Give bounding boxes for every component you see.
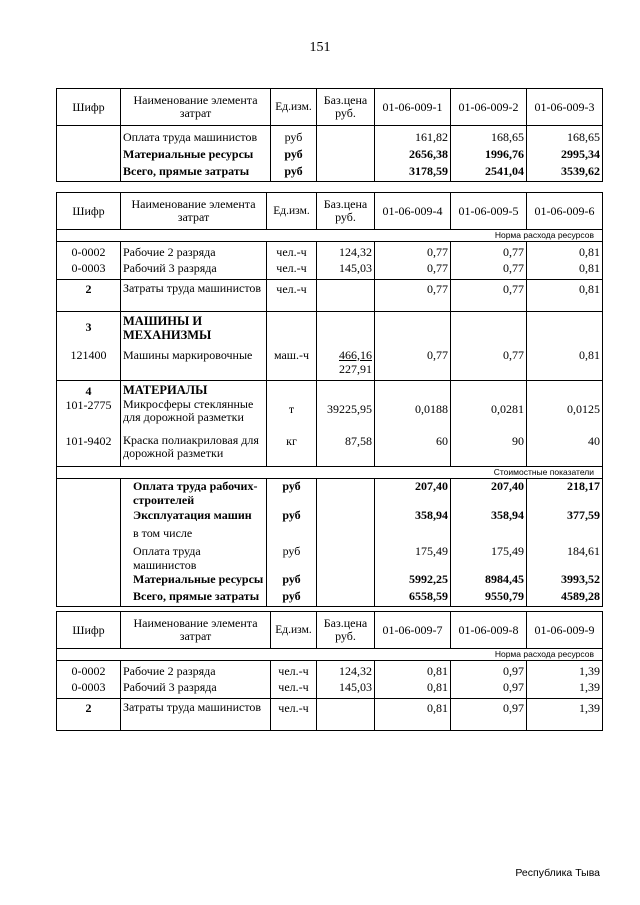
row-value: 0,81 (527, 261, 603, 280)
table-row (57, 699, 603, 731)
row-price-secondary: 227,91 (339, 361, 372, 376)
header-col-3: 01-06-009-6 (527, 193, 603, 230)
cost-unit: руб (267, 544, 317, 572)
row-price: 124,32 (317, 661, 375, 680)
cost-table-3 (56, 611, 603, 731)
row-name: Материальные ресурсы (121, 147, 271, 164)
row-unit: маш.-ч (267, 348, 317, 381)
row-value: 0,77 (451, 261, 527, 280)
row-name: Рабочие 2 разряда (121, 661, 271, 680)
row-unit: кг (267, 434, 317, 466)
header-name: Наименование элемента затрат (121, 612, 271, 649)
norm-label: Норма расхода ресурсов (57, 230, 603, 242)
cost-value: 4589,28 (527, 589, 603, 606)
cost-table-1 (56, 88, 603, 182)
row-value: 0,77 (375, 261, 451, 280)
row-unit: руб (271, 147, 317, 164)
cost-label: Стоимостные показатели (57, 466, 603, 478)
row-value: 0,81 (375, 699, 451, 731)
header-price: Баз.цена руб. (317, 89, 375, 126)
table-row (57, 680, 603, 699)
row-value: 40 (527, 434, 603, 466)
row-value: 90 (451, 434, 527, 466)
cost-row (57, 589, 603, 606)
row-unit: руб (271, 164, 317, 181)
row-code: 0-0002 (57, 242, 121, 261)
cost-value: 207,40 (451, 478, 527, 508)
row-name: Краска полиакриловая для дорожной разметки (121, 434, 267, 466)
row-name: Затраты труда машинистов (121, 280, 267, 312)
cost-unit: руб (267, 508, 317, 526)
row-unit: чел.-ч (267, 280, 317, 312)
header-col-3: 01-06-009-3 (527, 89, 603, 126)
cost-value: 358,94 (451, 508, 527, 526)
table-header-row (57, 89, 603, 126)
cost-value: 358,94 (375, 508, 451, 526)
table-row (57, 434, 603, 466)
table-row (57, 661, 603, 680)
table-row (57, 261, 603, 280)
header-col-2: 01-06-009-8 (451, 612, 527, 649)
table-header-row (57, 612, 603, 649)
row-price (317, 348, 375, 381)
row-value: 168,65 (527, 130, 603, 147)
cost-value: 184,61 (527, 544, 603, 572)
page-number: 151 (309, 40, 331, 55)
row-value: 0,77 (375, 348, 451, 381)
header-unit: Ед.изм. (271, 612, 317, 649)
cost-value: 3993,52 (527, 572, 603, 589)
row-value: 3539,62 (527, 164, 603, 181)
row-code: 121400 (57, 348, 121, 381)
row-unit: руб (271, 130, 317, 147)
header-code: Шифр (57, 193, 121, 230)
row-price: 145,03 (317, 680, 375, 699)
table-row (57, 398, 603, 434)
row-value: 1,39 (527, 661, 603, 680)
row-unit: чел.-ч (271, 661, 317, 680)
row-name: Оплата труда машинистов (121, 130, 271, 147)
section-title: МАТЕРИАЛЫ (121, 381, 267, 399)
row-name: Рабочий 3 разряда (121, 680, 271, 699)
row-value: 0,0125 (527, 398, 603, 434)
row-name: Микросферы стеклянные для дорожной разметки (121, 398, 267, 434)
table-row (57, 242, 603, 261)
row-code: 0-0002 (57, 661, 121, 680)
table-row (57, 164, 603, 181)
row-value: 0,97 (451, 699, 527, 731)
row-value: 161,82 (375, 130, 451, 147)
row-value: 0,77 (375, 280, 451, 312)
header-col-1: 01-06-009-7 (375, 612, 451, 649)
header-name: Наименование элемента затрат (121, 193, 267, 230)
cost-name: Оплата труда рабочих-строителей (121, 478, 267, 508)
row-name: Рабочие 2 разряда (121, 242, 267, 261)
row-value: 0,81 (375, 680, 451, 699)
section-code: 4 (57, 381, 121, 399)
cost-value: 175,49 (375, 544, 451, 572)
row-price: 39225,95 (317, 398, 375, 434)
row-value: 0,97 (451, 661, 527, 680)
cost-row (57, 478, 603, 508)
table-row (57, 348, 603, 381)
cost-table-2 (56, 192, 603, 607)
cost-name: Эксплуатация машин (121, 508, 267, 526)
row-value: 2995,34 (527, 147, 603, 164)
row-value: 0,0188 (375, 398, 451, 434)
table-row (57, 147, 603, 164)
row-value: 0,77 (451, 280, 527, 312)
header-col-2: 01-06-009-2 (451, 89, 527, 126)
row-unit: чел.-ч (267, 242, 317, 261)
row-code: 0-0003 (57, 680, 121, 699)
table-row (57, 130, 603, 147)
cost-unit: руб (267, 589, 317, 606)
cost-value: 6558,59 (375, 589, 451, 606)
section-row (57, 381, 603, 399)
row-value: 1996,76 (451, 147, 527, 164)
row-value: 0,81 (527, 348, 603, 381)
norm-label-row (57, 230, 603, 242)
row-value: 168,65 (451, 130, 527, 147)
row-code: 2 (57, 280, 121, 312)
norm-label-row (57, 649, 603, 661)
row-value: 0,77 (375, 242, 451, 261)
header-col-3: 01-06-009-9 (527, 612, 603, 649)
header-name: Наименование элемента затрат (121, 89, 271, 126)
cost-unit: руб (267, 478, 317, 508)
header-col-2: 01-06-009-5 (451, 193, 527, 230)
row-code: 2 (57, 699, 121, 731)
header-col-1: 01-06-009-4 (375, 193, 451, 230)
row-value: 0,77 (451, 242, 527, 261)
section-code: 3 (57, 312, 121, 348)
row-value: 0,81 (527, 242, 603, 261)
row-unit: чел.-ч (267, 261, 317, 280)
cost-name: в том числе (121, 526, 267, 544)
cost-row (57, 544, 603, 572)
header-code: Шифр (57, 89, 121, 126)
header-unit: Ед.изм. (271, 89, 317, 126)
row-value: 3178,59 (375, 164, 451, 181)
table-header-row (57, 193, 603, 230)
row-price: 87,58 (317, 434, 375, 466)
cost-value: 8984,45 (451, 572, 527, 589)
row-unit: чел.-ч (271, 680, 317, 699)
cost-name: Оплата труда машинистов (121, 544, 267, 572)
row-value: 2656,38 (375, 147, 451, 164)
header-price: Баз.цена руб. (317, 612, 375, 649)
cost-row (57, 508, 603, 526)
row-code: 101-2775 (57, 398, 121, 434)
cost-value: 175,49 (451, 544, 527, 572)
row-price: 145,03 (317, 261, 375, 280)
row-name: Машины маркировочные (121, 348, 267, 381)
row-value: 2541,04 (451, 164, 527, 181)
cost-value: 207,40 (375, 478, 451, 508)
header-price: Баз.цена руб. (317, 193, 375, 230)
row-unit: чел.-ч (271, 699, 317, 731)
norm-label: Норма расхода ресурсов (57, 649, 603, 661)
row-value: 0,81 (375, 661, 451, 680)
footer-region: Республика Тыва (515, 867, 600, 879)
row-value: 1,39 (527, 699, 603, 731)
row-unit: т (267, 398, 317, 434)
row-value: 0,0281 (451, 398, 527, 434)
cost-value: 377,59 (527, 508, 603, 526)
cost-value: 5992,25 (375, 572, 451, 589)
cost-name: Всего, прямые затраты (121, 589, 267, 606)
cost-label-row (57, 466, 603, 478)
row-value: 60 (375, 434, 451, 466)
header-code: Шифр (57, 612, 121, 649)
table-row (57, 280, 603, 312)
row-name: Затраты труда машинистов (121, 699, 271, 731)
row-code: 0-0003 (57, 261, 121, 280)
header-unit: Ед.изм. (267, 193, 317, 230)
section-row (57, 312, 603, 348)
row-value: 0,77 (451, 348, 527, 381)
row-name: Рабочий 3 разряда (121, 261, 267, 280)
cost-name: Материальные ресурсы (121, 572, 267, 589)
row-price: 124,32 (317, 242, 375, 261)
row-value: 0,97 (451, 680, 527, 699)
cost-value: 218,17 (527, 478, 603, 508)
cost-value: 9550,79 (451, 589, 527, 606)
section-title: МАШИНЫ И МЕХАНИЗМЫ (121, 312, 267, 348)
cost-row (57, 572, 603, 589)
row-code: 101-9402 (57, 434, 121, 466)
row-value: 0,81 (527, 280, 603, 312)
cost-unit: руб (267, 572, 317, 589)
row-value: 1,39 (527, 680, 603, 699)
row-price-primary: 466,16 (339, 347, 372, 362)
cost-row (57, 526, 603, 544)
header-col-1: 01-06-009-1 (375, 89, 451, 126)
row-name: Всего, прямые затраты (121, 164, 271, 181)
